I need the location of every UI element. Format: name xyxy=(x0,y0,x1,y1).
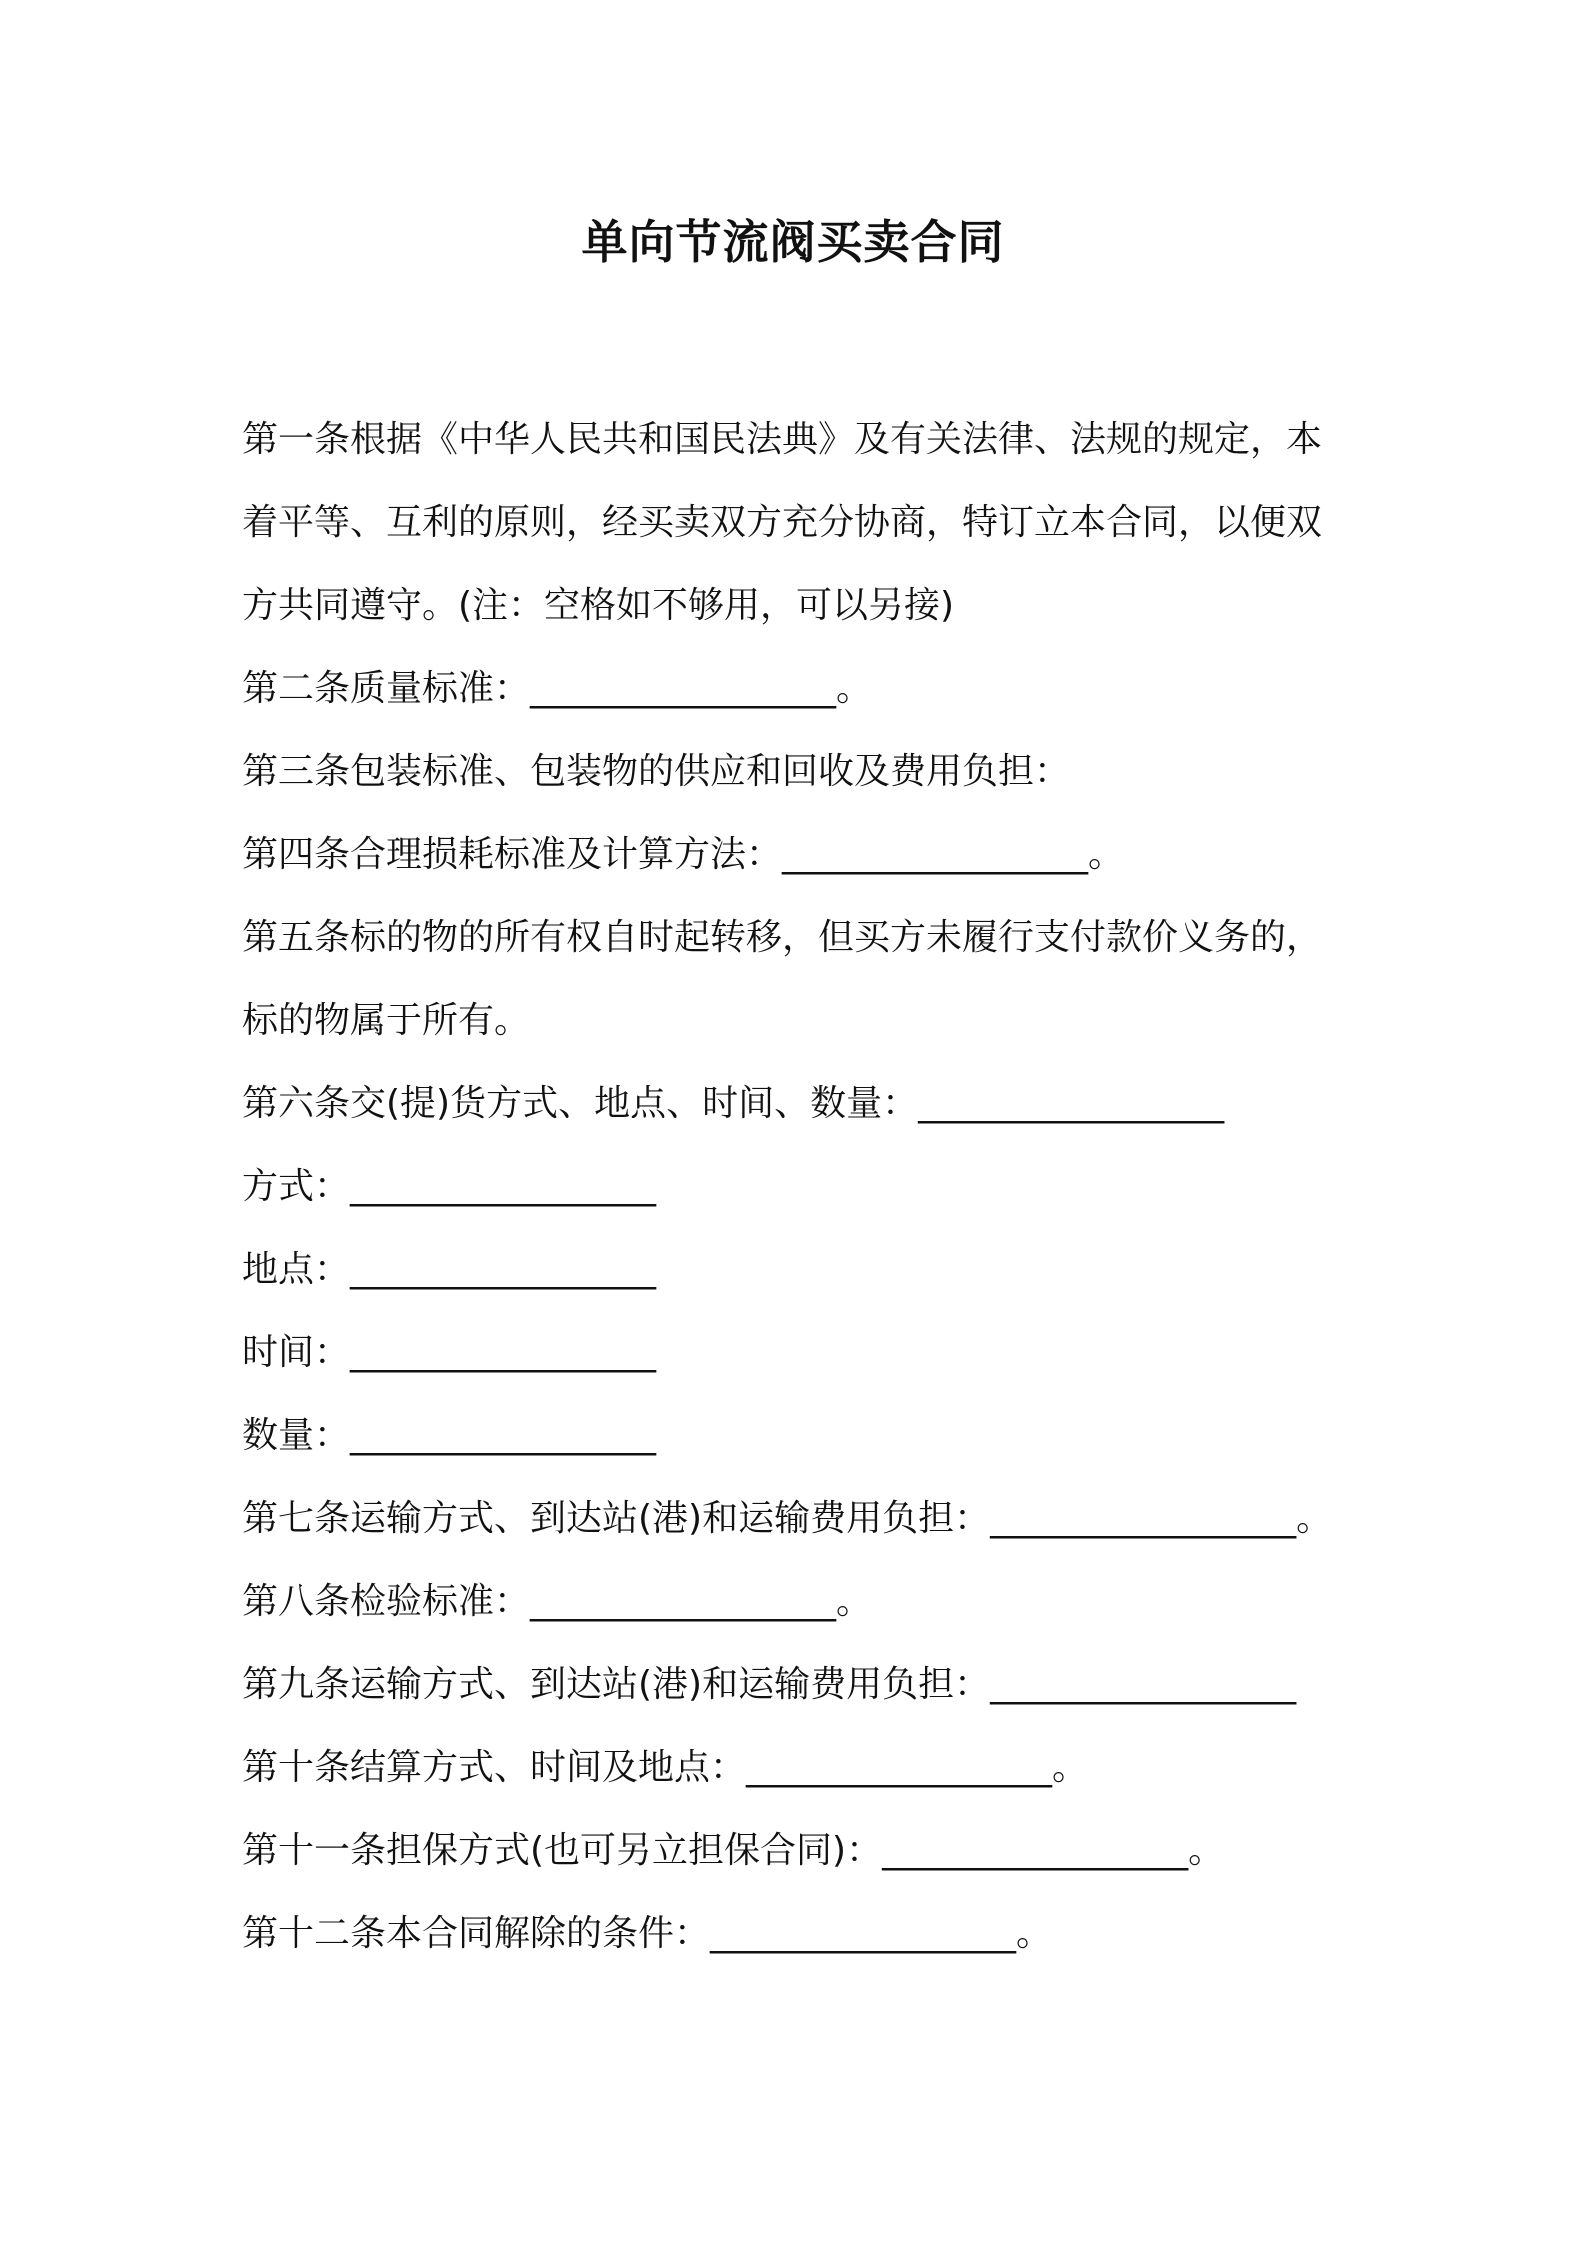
clause-line: 地点：_________________ xyxy=(242,1249,657,1290)
clause-line: 第五条标的物的所有权自时起转移，但买方未履行支付款价义务的， xyxy=(242,917,1323,958)
clause-line: 第十二条本合同解除的条件：_________________。 xyxy=(242,1913,1053,1954)
clause-line: 方共同遵守。(注：空格如不够用，可以另接) xyxy=(242,585,955,626)
clause-line: 标的物属于所有。 xyxy=(242,1000,531,1041)
clause-line: 数量：_________________ xyxy=(242,1415,657,1456)
clause-line: 第三条包装标准、包装物的供应和回收及费用负担： xyxy=(242,751,1071,792)
clause-line: 方式：_________________ xyxy=(242,1166,657,1207)
document-body xyxy=(242,398,1362,1975)
clause-line: 第六条交(提)货方式、地点、时间、数量：_________________ xyxy=(242,1083,1225,1124)
clause-line: 第四条合理损耗标准及计算方法：_________________。 xyxy=(242,834,1125,875)
clause-line: 第十条结算方式、时间及地点：_________________。 xyxy=(242,1747,1089,1788)
clause-line: 第七条运输方式、到达站(港)和运输费用负担：_________________。 xyxy=(242,1498,1333,1539)
clause-line: 第二条质量标准：_________________。 xyxy=(242,668,873,709)
clause-line: 时间：_________________ xyxy=(242,1332,657,1373)
clause-line: 第九条运输方式、到达站(港)和运输费用负担：_________________ xyxy=(242,1664,1297,1705)
clause-line: 第八条检验标准：_________________。 xyxy=(242,1581,873,1622)
document-title: 单向节流阀买卖合同 xyxy=(581,215,1005,269)
clause-line: 着平等、互利的原则，经买卖双方充分协商，特订立本合同，以便双 xyxy=(242,502,1323,543)
clause-line: 第十一条担保方式(也可另立担保合同)：_________________。 xyxy=(242,1830,1225,1871)
clause-line: 第一条根据《中华人民共和国民法典》及有关法律、法规的规定，本 xyxy=(242,419,1323,460)
